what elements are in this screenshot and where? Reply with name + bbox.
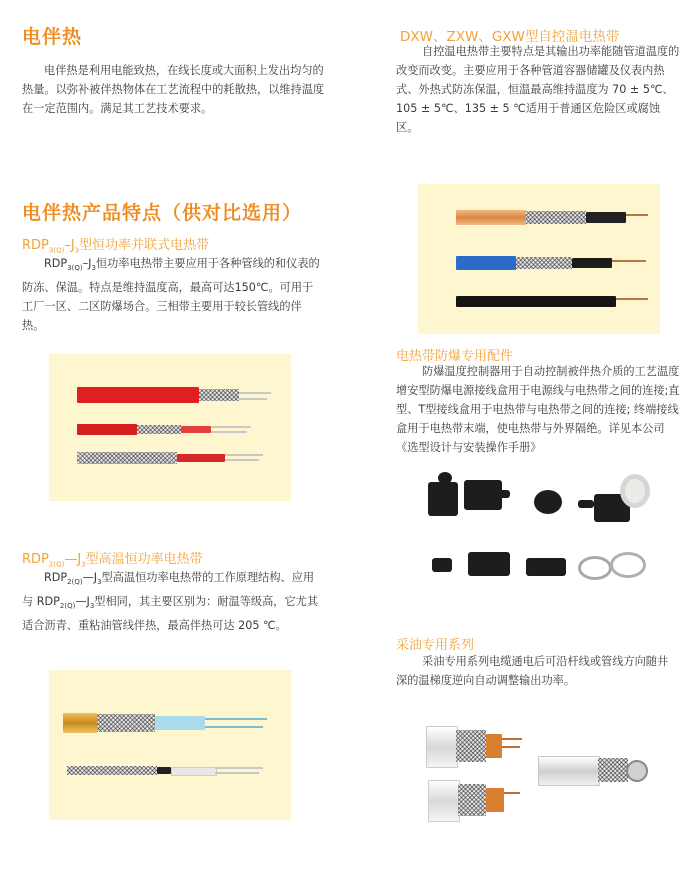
subsection-title-rdp2: $RDP_{2(Q)}—J_3$型高温恒功率电热带 <box>22 552 203 569</box>
small-connector-device <box>432 558 452 572</box>
cable-braid <box>137 425 181 434</box>
cable-wire <box>239 392 271 394</box>
hose-clamp <box>610 552 646 578</box>
terminal-box-device <box>526 558 566 576</box>
blue-cable-jacket <box>155 716 205 730</box>
white-cable-jacket <box>428 780 460 822</box>
photo-self-regulating-cables <box>418 184 660 334</box>
cable-wire <box>239 398 267 400</box>
section-body-accessories: 防爆温度控制器用于自动控制被伴热介质的工艺温度增安型防爆电源接线盒用于电源线与电热带之间的连接;直型、T型接线盒用于电热带与电热带之间的连接; 终端接线盒用于电热带末端，使电热带与外界隔绝。详见本公司《选型设计与安装操作手册》 <box>396 365 680 454</box>
cable-end-face <box>626 760 648 782</box>
junction-box-port <box>578 500 594 508</box>
section-title-features: 电伴热产品特点（供对比选用） <box>22 202 303 224</box>
cable-wire <box>612 260 646 262</box>
cable-inner-core <box>181 426 211 433</box>
cable-wire <box>504 792 520 794</box>
cable-braid <box>598 758 628 782</box>
photo-high-temp-cables <box>49 670 291 820</box>
red-cable-jacket <box>77 424 137 435</box>
cable-braid <box>97 714 155 732</box>
section-title-accessories: 电热带防爆专用配件 <box>396 349 514 364</box>
cable-braid <box>77 452 177 464</box>
photo-explosion-proof-accessories <box>418 462 660 610</box>
copper-core <box>486 788 504 812</box>
cable-braid <box>516 257 572 269</box>
round-cable-jacket <box>538 756 600 786</box>
subsection-body-rdp2: $RDP_{2(Q)}—J_3$型高温恒功率电热带的工作原理结构、应用与 $RDP_{2(Q)}—J_3$型相同，其主要区别为：耐温等级高，它尤其适合沥青、重粘油管线伴热，最高伴热可达 205 ℃。 <box>22 571 319 633</box>
subsection-body-rdp3: $RDP_{3(Q)}-J_3$恒功率电热带主要应用于各种管线的和仪表的防冻、保温。特点是维持温度高，最高可达150℃。可用于工厂一区、二区防爆场合。三相带主要用于较长管线的伴热。 <box>22 257 320 333</box>
round-cover-device <box>534 490 562 514</box>
subsection-title-rdp3: $RDP_{3(Q)}-J_3$型恒功率并联式电热带 <box>22 238 210 255</box>
red-cable-jacket <box>77 387 199 403</box>
section-body-dianbanre: 电伴热是利用电能致热，在线长度或大面积上发出均匀的热量。以弥补被伴热物体在工艺流程中的耗散热，以维持温度在一定范围内。满足其工艺技术要求。 <box>22 64 325 115</box>
cable-wire <box>205 718 267 720</box>
cable-braid <box>199 389 239 401</box>
cable-inner-core <box>177 454 225 462</box>
orange-cable-jacket <box>456 210 526 225</box>
cable-wire <box>225 454 263 456</box>
junction-box-device <box>428 482 458 516</box>
cable-black-core <box>572 258 612 268</box>
cable-wire <box>211 426 251 428</box>
section-title-oil: 采油专用系列 <box>396 638 475 653</box>
terminal-box-device <box>468 552 510 576</box>
black-cable-jacket <box>456 296 616 307</box>
cable-braid <box>526 211 586 224</box>
cable-wire <box>215 772 259 774</box>
cable-wire <box>215 767 263 769</box>
gold-cable-end <box>63 713 97 733</box>
cable-inner-core <box>171 767 217 776</box>
cable-wire <box>502 746 520 748</box>
photo-oil-extraction-cables <box>418 710 660 850</box>
cable-wire <box>616 298 648 300</box>
cable-wire <box>502 738 522 740</box>
cable-wire <box>225 459 259 461</box>
cable-braid <box>458 784 486 816</box>
cable-wire <box>626 214 648 216</box>
section-title-dxw: DXW、ZXW、GXW型自控温电热带 <box>400 29 620 45</box>
hose-clamp <box>578 556 612 580</box>
copper-core <box>486 734 502 758</box>
cable-braid <box>456 730 486 762</box>
junction-box-cap <box>438 472 452 484</box>
section-body-dxw: 自控温电热带主要特点是其输出功率能随管道温度的改变而改变。主要应用于各种管道容器储罐及仪表内热式、外热式防冻保温，恒温最高维持温度为 70 ± 5℃、105 ± 5℃、135 ± 5 ℃适用于普通区危险区或腐蚀区。 <box>396 45 680 134</box>
white-cable-jacket <box>426 726 458 768</box>
section-body-oil: 采油专用系列电缆通电后可沿杆线或管线方向随井深的温梯度逆向自动调整输出功率。 <box>396 655 669 687</box>
blue-cable-jacket <box>456 256 516 270</box>
junction-box-port <box>494 490 510 498</box>
cable-black-band <box>157 767 171 774</box>
photo-parallel-heating-cables <box>49 354 291 501</box>
cable-braid <box>67 766 157 775</box>
tape-roll <box>620 474 650 508</box>
cable-wire <box>205 726 263 728</box>
section-title-dianbanre: 电伴热 <box>22 26 83 48</box>
cable-black-core <box>586 212 626 223</box>
cable-wire <box>211 431 247 433</box>
